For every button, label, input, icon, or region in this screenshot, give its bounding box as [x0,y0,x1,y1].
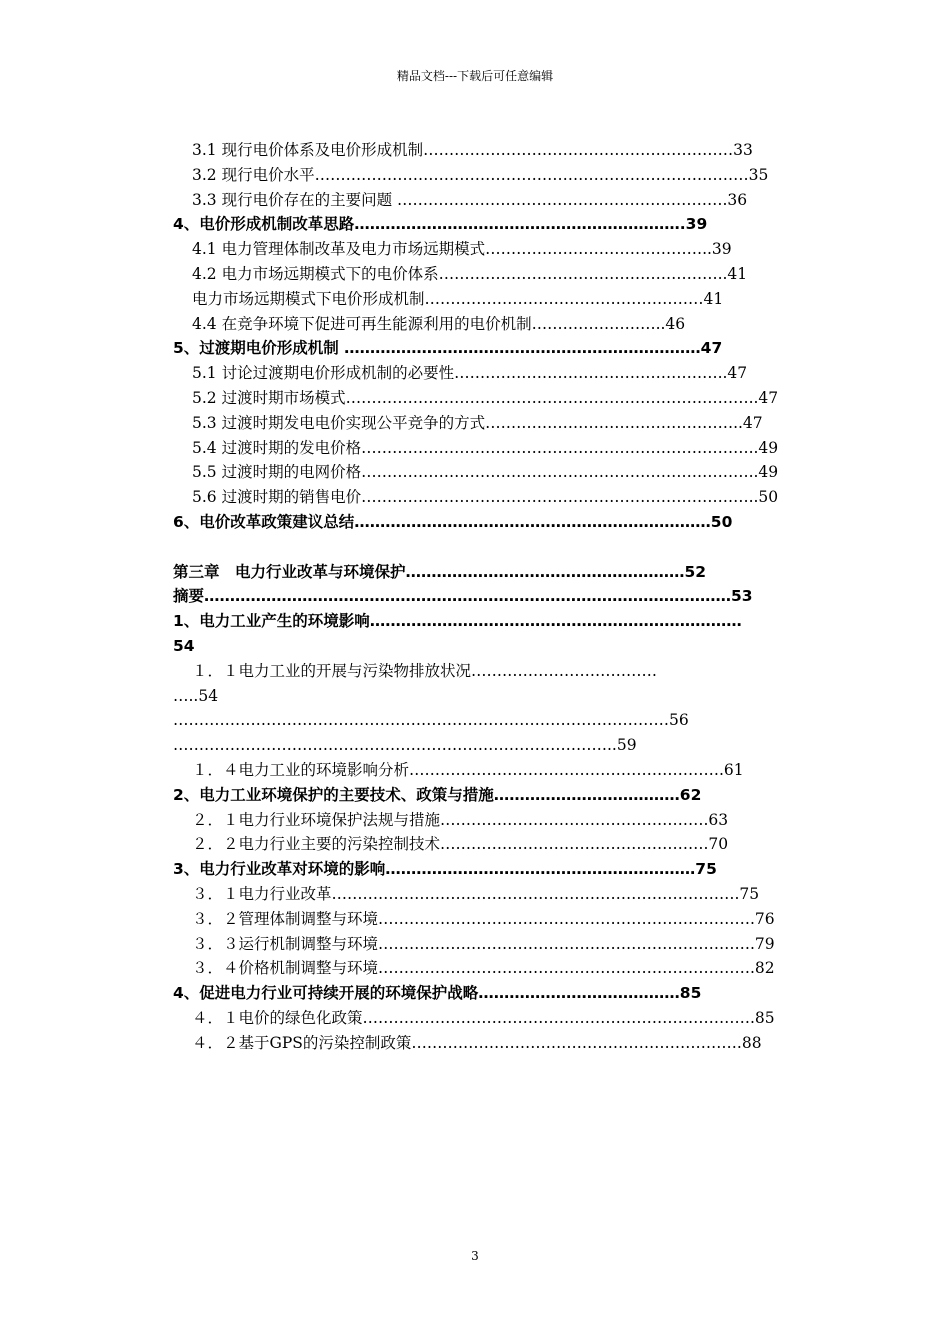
toc-entry: 3.2 现行电价水平…………………………………………………………………………35 [192,165,769,184]
toc-entry: …..54 [173,686,219,705]
toc-entry: １．１电力工业的开展与污染物排放状况……………………………… [192,661,658,680]
toc-entry: ３．３运行机制调整与环境……………………………………………………………….79 [192,934,775,953]
table-of-contents [173,138,805,1055]
toc-spacer [173,535,805,560]
toc-entry: 4.1 电力管理体制改革及电力市场远期模式……………………………………..39 [192,240,732,259]
toc-entry: 54 [173,636,195,655]
toc-entry: 5.2 过渡时期市场模式……………………………………………………………………..47 [192,388,779,407]
toc-entry: …………………………………………………………………………..59 [173,736,637,755]
page-header: 精品文档---下载后可任意编辑 [396,69,554,83]
toc-entry: 3.3 现行电价存在的主要问题 ……………………………………………………….36 [192,190,748,209]
toc-entry: ２．２电力行业主要的污染控制技术…………………………………………….70 [192,835,729,854]
toc-entry: ２．１电力行业环境保护法规与措施…………………………………………….63 [192,810,729,829]
toc-entry: 3.1 现行电价体系及电价形成机制……………………………………………………33 [192,141,753,159]
toc-entry: 5.4 过渡时期的发电价格…………………………………………………………………..49 [192,438,779,457]
toc-entry: 2、电力工业环境保护的主要技术、政策与措施………………………………62 [173,785,702,804]
toc-entry: ……………………………………………………………………………………56 [173,711,689,730]
toc-entry: ４．２基于GPS的污染控制政策……………………………………………………….88 [192,1033,762,1052]
toc-entry: 摘要…………………………………………………………………………………………53 [173,587,753,606]
toc-entry: ４．１电价的绿色化政策………………………………………………………………….85 [192,1008,775,1027]
toc-entry: 1、电力工业产生的环境影响……………………………………………………………… [173,612,742,631]
toc-entry: 5.5 过渡时期的电网价格…………………………………………………………………..49 [192,463,779,482]
toc-entry: 第三章 电力行业改革与环境保护………………………………………………52 [173,562,707,581]
page-number: 3 [471,1249,479,1263]
toc-entry: 5.6 过渡时期的销售电价…………………………………………………………………..50 [192,488,779,507]
toc-entry: 4.2 电力市场远期模式下的电价体系………………………………………………..41 [192,264,748,283]
toc-entry: 3、电力行业改革对环境的影响……………………………………………………75 [173,860,717,879]
toc-entry: ３．２管理体制调整与环境……………………………………………………………….76 [192,909,775,928]
toc-entry: 电力市场远期模式下电价形成机制………………………………………………41 [192,289,724,308]
toc-entry: 4.4 在竞争环境下促进可再生能源利用的电价机制……………………..46 [192,314,686,333]
toc-entry: 5.3 过渡时期发电电价实现公平竞争的方式…………………………………………..47 [192,413,763,432]
toc-entry: 5、过渡期电价形成机制 ……………………………………………………………47 [173,339,723,358]
toc-entry: １．４电力工业的环境影响分析…………………………………………………….61 [192,760,744,779]
toc-entry: ３．１电力行业改革…………………………………………………………………….75 [192,884,760,903]
toc-entry: ３．４价格机制调整与环境……………………………………………………………….82 [192,959,775,978]
toc-entry: 6、电价改革政策建议总结……………………………………………………………50 [173,512,733,531]
toc-entry: 5.1 讨论过渡期电价形成机制的必要性……………………………………………..47 [192,364,748,383]
toc-entry: 4、电价形成机制改革思路……………………………………………………….39 [173,215,708,234]
toc-entry: 4、促进电力行业可持续开展的环境保护战略…………………………………85 [173,984,702,1003]
